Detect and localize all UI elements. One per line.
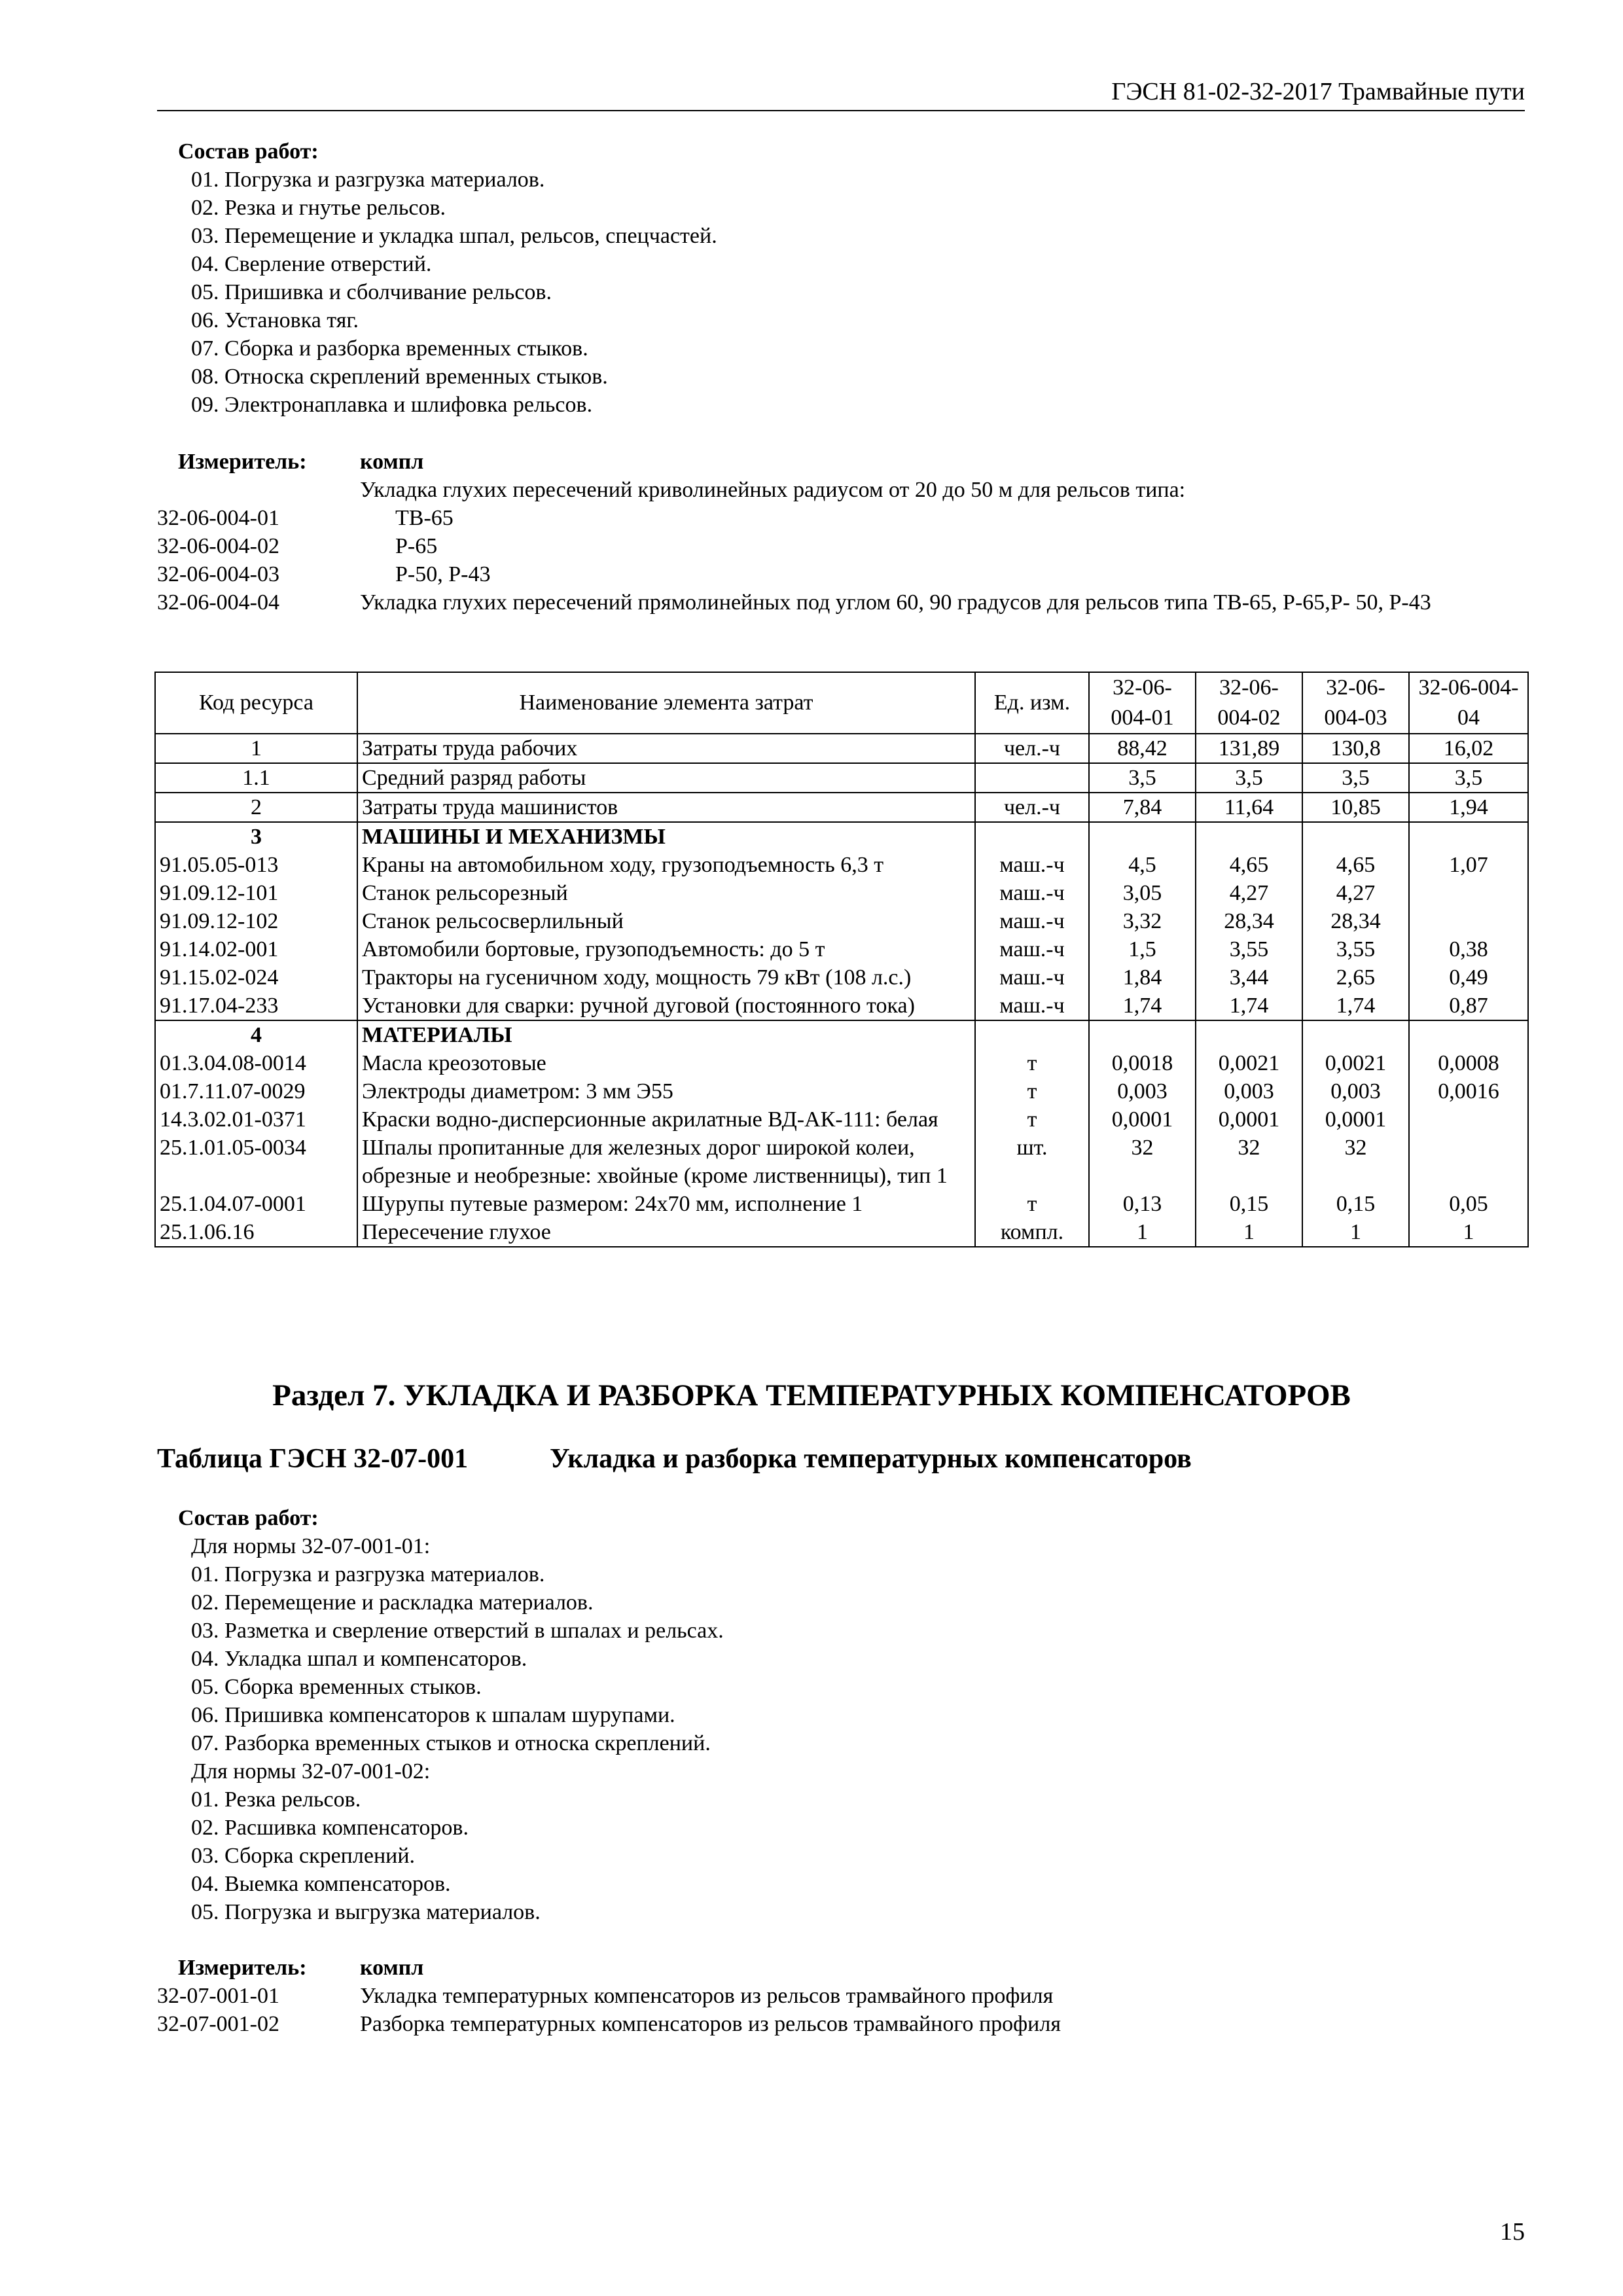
list-item: 05. Погрузка и выгрузка материалов. — [191, 1900, 541, 1924]
cell-value: 3,55 — [1302, 935, 1409, 963]
cell-value: 0,15 — [1196, 1190, 1302, 1218]
cell-value: 0,05 — [1409, 1190, 1528, 1218]
header-col-1: 32-06-004-01 — [1089, 672, 1196, 734]
table-row — [155, 1049, 1528, 1077]
cell-value: 0,0001 — [1196, 1105, 1302, 1134]
cell-unit: т — [975, 1049, 1089, 1077]
header-col-4: 32-06-004-04 — [1409, 672, 1528, 734]
cell-value: 3,5 — [1196, 763, 1302, 793]
norm-label: Для нормы 32-07-001-01: — [191, 1534, 431, 1558]
cell-name: Установки для сварки: ручной дуговой (постоянного тока) — [357, 992, 975, 1020]
cell-value: 0,13 — [1089, 1190, 1196, 1218]
table-row — [155, 1077, 1528, 1105]
cell-value: 0,003 — [1089, 1077, 1196, 1105]
works-section-1 — [157, 137, 1531, 419]
table-row — [155, 1105, 1528, 1134]
page-number: 15 — [1500, 2218, 1525, 2246]
cell-value: 0,0001 — [1302, 1105, 1409, 1134]
cell-value: 1,07 — [1409, 851, 1528, 879]
cell-unit: шт. — [975, 1134, 1089, 1190]
cell-value: 4,27 — [1196, 879, 1302, 907]
works-heading: Состав работ: — [178, 139, 319, 164]
cell-code: 01.3.04.08-0014 — [155, 1049, 357, 1077]
cell-value: 11,64 — [1196, 793, 1302, 822]
cell-name: Электроды диаметром: 3 мм Э55 — [357, 1077, 975, 1105]
header-unit: Ед. изм. — [975, 672, 1089, 734]
norm-desc: Укладка глухих пересечений прямолинейных под углом 60, 90 градусов для рельсов типа ТВ-65, Р-65,Р- 50, Р-43 — [360, 590, 1431, 615]
cell-unit: маш.-ч — [975, 907, 1089, 935]
cell-name: Краски водно-дисперсионные акрилатные ВД-АК-111: белая — [357, 1105, 975, 1134]
measure-unit: компл — [360, 450, 424, 474]
table-group-row — [155, 822, 1528, 851]
table-row — [155, 1134, 1528, 1190]
cell-unit: чел.-ч — [975, 793, 1089, 822]
list-item: 03. Перемещение и укладка шпал, рельсов, спецчастей. — [191, 224, 717, 248]
norm-desc: Разборка температурных компенсаторов из рельсов трамвайного профиля — [360, 2012, 1061, 2036]
norm-descriptions-2 — [360, 1954, 1531, 2038]
section-title: Раздел 7. УКЛАДКА И РАЗБОРКА ТЕМПЕРАТУРНЫХ КОМПЕНСАТОРОВ — [272, 1378, 1351, 1412]
cell-value: 1 — [1409, 1218, 1528, 1247]
cell-unit: чел.-ч — [975, 734, 1089, 763]
table-row — [155, 963, 1528, 992]
table-row — [155, 734, 1528, 763]
cell-value: 1,84 — [1089, 963, 1196, 992]
list-item: 03. Сборка скреплений. — [191, 1844, 416, 1868]
list-item: 06. Пришивка компенсаторов к шпалам шурупами. — [191, 1703, 675, 1727]
cell-unit: маш.-ч — [975, 851, 1089, 879]
cell-name: Шурупы путевые размером: 24х70 мм, исполнение 1 — [357, 1190, 975, 1218]
cell-name: Пересечение глухое — [357, 1218, 975, 1247]
cell-name: Средний разряд работы — [357, 763, 975, 793]
cell-name: МАТЕРИАЛЫ — [357, 1020, 975, 1049]
cell-value: 1,74 — [1302, 992, 1409, 1020]
table-row — [155, 992, 1528, 1020]
table-row — [155, 793, 1528, 822]
cell-code: 1 — [155, 734, 357, 763]
table-row — [155, 1190, 1528, 1218]
list-item: 05. Пришивка и сболчивание рельсов. — [191, 280, 552, 304]
cell-value — [1409, 879, 1528, 907]
list-item: 01. Погрузка и разгрузка материалов. — [191, 1562, 545, 1587]
cell-value: 0,49 — [1409, 963, 1528, 992]
cell-value: 3,32 — [1089, 907, 1196, 935]
cell-value: 32 — [1302, 1134, 1409, 1190]
list-item: 04. Сверление отверстий. — [191, 252, 432, 276]
cell-unit: т — [975, 1105, 1089, 1134]
cell-code: 25.1.06.16 — [155, 1218, 357, 1247]
cell-value: 0,87 — [1409, 992, 1528, 1020]
list-item: 04. Выемка компенсаторов. — [191, 1872, 451, 1896]
cell-value: 2,65 — [1302, 963, 1409, 992]
cell-unit: т — [975, 1077, 1089, 1105]
norm-codes-2 — [157, 1954, 353, 2038]
cell-value: 0,0008 — [1409, 1049, 1528, 1077]
cell-name: Масла креозотовые — [357, 1049, 975, 1077]
cell-value: 1,74 — [1089, 992, 1196, 1020]
cell-name: Затраты труда машинистов — [357, 793, 975, 822]
cell-value: 4,65 — [1302, 851, 1409, 879]
cell-value: 3,5 — [1089, 763, 1196, 793]
page-header — [157, 73, 1525, 111]
table-row — [155, 1218, 1528, 1247]
list-item: 07. Разборка временных стыков и относка скреплений. — [191, 1731, 711, 1755]
norm-desc: Укладка температурных компенсаторов из рельсов трамвайного профиля — [360, 1984, 1054, 2008]
cell-name: Краны на автомобильном ходу, грузоподъемность 6,3 т — [357, 851, 975, 879]
cell-value: 0,0018 — [1089, 1049, 1196, 1077]
cell-unit: маш.-ч — [975, 879, 1089, 907]
list-item: 01. Резка рельсов. — [191, 1787, 361, 1812]
cell-value: 0,003 — [1302, 1077, 1409, 1105]
header-title: ГЭСН 81-02-32-2017 Трамвайные пути — [1111, 78, 1525, 105]
cell-value: 10,85 — [1302, 793, 1409, 822]
cell-value: 1 — [1302, 1218, 1409, 1247]
cell-code: 4 — [155, 1020, 357, 1049]
header-code: Код ресурса — [155, 672, 357, 734]
list-item: 01. Погрузка и разгрузка материалов. — [191, 168, 545, 192]
list-item: 03. Разметка и сверление отверстий в шпалах и рельсах. — [191, 1619, 724, 1643]
cell-unit — [975, 763, 1089, 793]
table-name: Укладка и разборка температурных компенсаторов — [550, 1444, 1192, 1474]
table-row — [155, 879, 1528, 907]
norm-intro: Укладка глухих пересечений криволинейных радиусом от 20 до 50 м для рельсов типа: — [360, 478, 1186, 502]
cell-value: 0,15 — [1302, 1190, 1409, 1218]
works-heading: Состав работ: — [178, 1506, 319, 1530]
norm-desc: Р-65 — [395, 534, 438, 558]
table-row — [155, 907, 1528, 935]
cell-code: 91.05.05-013 — [155, 851, 357, 879]
norm-label: Для нормы 32-07-001-02: — [191, 1759, 431, 1784]
norm-code: 32-06-004-02 — [157, 534, 279, 558]
table-row — [155, 763, 1528, 793]
cell-unit: т — [975, 1190, 1089, 1218]
measure-label: Измеритель: — [178, 1956, 307, 1980]
cell-value: 1 — [1196, 1218, 1302, 1247]
list-item: 09. Электронаплавка и шлифовка рельсов. — [191, 393, 593, 417]
cell-value: 4,27 — [1302, 879, 1409, 907]
cell-value: 131,89 — [1196, 734, 1302, 763]
cell-name: Автомобили бортовые, грузоподъемность: до 5 т — [357, 935, 975, 963]
table-header-row — [155, 672, 1528, 734]
cell-name: Шпалы пропитанные для железных дорог широкой колеи, обрезные и необрезные: хвойные (кроме лиственницы), тип 1 — [357, 1134, 975, 1190]
cell-value: 3,55 — [1196, 935, 1302, 963]
measure-label: Измеритель: — [178, 450, 307, 474]
cell-code: 91.17.04-233 — [155, 992, 357, 1020]
cell-value: 0,0021 — [1196, 1049, 1302, 1077]
table-group-row — [155, 1020, 1528, 1049]
works-section-2 — [157, 1504, 1531, 1926]
cell-value: 3,05 — [1089, 879, 1196, 907]
cell-code: 91.14.02-001 — [155, 935, 357, 963]
table-row — [155, 851, 1528, 879]
cell-value: 0,0021 — [1302, 1049, 1409, 1077]
list-item: 07. Сборка и разборка временных стыков. — [191, 336, 588, 361]
cell-value: 7,84 — [1089, 793, 1196, 822]
cell-unit: компл. — [975, 1218, 1089, 1247]
cell-value: 1 — [1089, 1218, 1196, 1247]
cell-unit: маш.-ч — [975, 992, 1089, 1020]
list-item: 06. Установка тяг. — [191, 308, 359, 332]
cell-value: 1,74 — [1196, 992, 1302, 1020]
header-col-3: 32-06-004-03 — [1302, 672, 1409, 734]
cell-unit: маш.-ч — [975, 963, 1089, 992]
norm-code: 32-06-004-01 — [157, 506, 279, 530]
works-list — [157, 166, 1531, 419]
cell-code: 25.1.04.07-0001 — [155, 1190, 357, 1218]
norm-code: 32-06-004-03 — [157, 562, 279, 586]
list-item: 02. Резка и гнутье рельсов. — [191, 196, 446, 220]
cell-value: 28,34 — [1196, 907, 1302, 935]
cell-value: 1,5 — [1089, 935, 1196, 963]
table-row — [155, 935, 1528, 963]
works-list — [157, 1532, 1531, 1926]
resource-table — [154, 672, 1529, 1247]
cell-value: 4,65 — [1196, 851, 1302, 879]
cell-code: 25.1.01.05-0034 — [155, 1134, 357, 1190]
list-item: 08. Относка скреплений временных стыков. — [191, 365, 608, 389]
table-title — [157, 1443, 1192, 1475]
cell-name: Тракторы на гусеничном ходу, мощность 79 кВт (108 л.с.) — [357, 963, 975, 992]
cell-value: 3,5 — [1409, 763, 1528, 793]
norm-descriptions-1 — [360, 448, 1531, 617]
cell-code: 2 — [155, 793, 357, 822]
cell-value: 0,38 — [1409, 935, 1528, 963]
cell-code: 01.7.11.07-0029 — [155, 1077, 357, 1105]
cell-name: МАШИНЫ И МЕХАНИЗМЫ — [357, 822, 975, 851]
cell-value: 28,34 — [1302, 907, 1409, 935]
list-item: 05. Сборка временных стыков. — [191, 1675, 482, 1699]
list-item: 02. Перемещение и раскладка материалов. — [191, 1590, 594, 1615]
cell-value — [1409, 907, 1528, 935]
header-name: Наименование элемента затрат — [357, 672, 975, 734]
cell-code: 1.1 — [155, 763, 357, 793]
cell-code: 91.09.12-101 — [155, 879, 357, 907]
cell-value: 0,0016 — [1409, 1077, 1528, 1105]
cell-value: 88,42 — [1089, 734, 1196, 763]
cell-code: 91.15.02-024 — [155, 963, 357, 992]
norm-codes-1 — [157, 448, 353, 617]
norm-code: 32-07-001-01 — [157, 1984, 279, 2008]
cell-value: 0,0001 — [1089, 1105, 1196, 1134]
list-item: 04. Укладка шпал и компенсаторов. — [191, 1647, 527, 1671]
cell-unit: маш.-ч — [975, 935, 1089, 963]
cell-code: 3 — [155, 822, 357, 851]
cell-name: Станок рельсорезный — [357, 879, 975, 907]
cell-value: 16,02 — [1409, 734, 1528, 763]
norm-code: 32-06-004-04 — [157, 590, 279, 615]
header-col-2: 32-06-004-02 — [1196, 672, 1302, 734]
norm-desc: ТВ-65 — [395, 506, 454, 530]
norm-code: 32-07-001-02 — [157, 2012, 279, 2036]
cell-value — [1409, 1134, 1528, 1190]
cell-value: 3,5 — [1302, 763, 1409, 793]
cell-value: 1,94 — [1409, 793, 1528, 822]
cell-name: Станок рельсосверлильный — [357, 907, 975, 935]
norm-desc: Р-50, Р-43 — [395, 562, 491, 586]
cell-value: 130,8 — [1302, 734, 1409, 763]
table-number: Таблица ГЭСН 32-07-001 — [157, 1444, 469, 1474]
cell-code: 91.09.12-102 — [155, 907, 357, 935]
cell-value: 3,44 — [1196, 963, 1302, 992]
measure-unit: компл — [360, 1956, 424, 1980]
cell-value: 32 — [1196, 1134, 1302, 1190]
cell-value: 0,003 — [1196, 1077, 1302, 1105]
cell-value — [1409, 1105, 1528, 1134]
cell-code: 14.3.02.01-0371 — [155, 1105, 357, 1134]
cell-value: 4,5 — [1089, 851, 1196, 879]
cell-value: 32 — [1089, 1134, 1196, 1190]
cell-name: Затраты труда рабочих — [357, 734, 975, 763]
list-item: 02. Расшивка компенсаторов. — [191, 1816, 469, 1840]
